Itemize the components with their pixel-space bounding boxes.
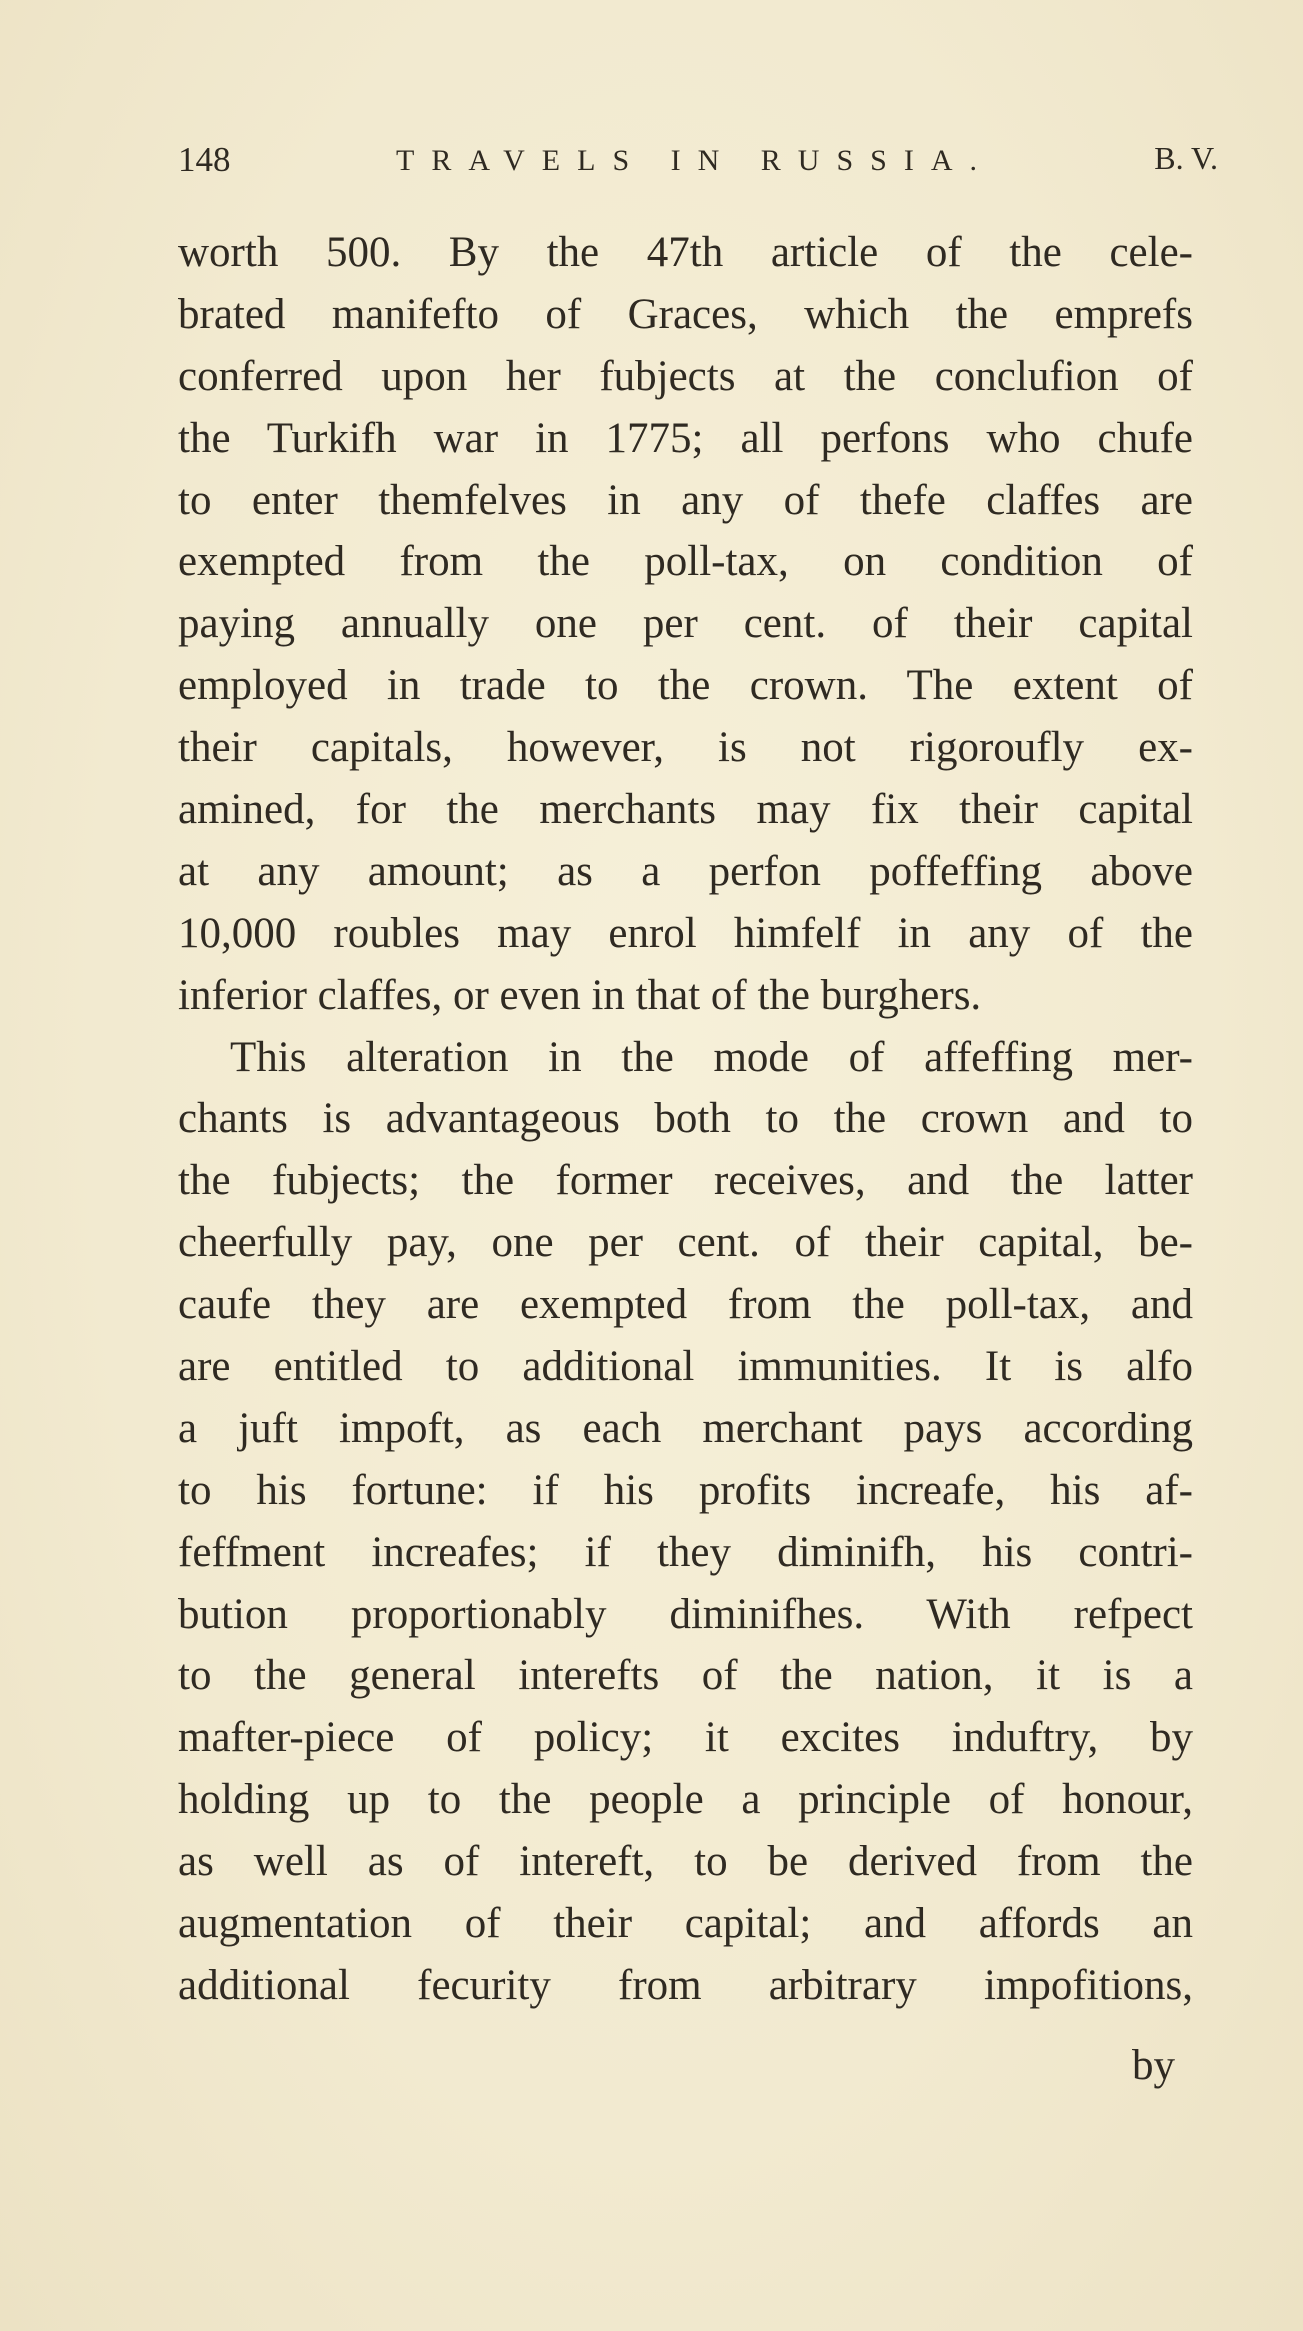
text-line: conferred upon her fubjects at the conclufion of xyxy=(178,352,1193,400)
text-line: exempted from the poll-tax, on condition of xyxy=(178,538,1193,586)
text-line: caufe they are exempted from the poll-tax, and xyxy=(178,1281,1193,1329)
text-line: paying annually one per cent. of their capital xyxy=(178,600,1193,648)
paragraph-container xyxy=(178,222,1193,2017)
running-title: TRAVELS IN RUSSIA. xyxy=(396,144,994,177)
text-line: the fubjects; the former receives, and the latter xyxy=(178,1157,1193,1205)
text-line: cheerfully pay, one per cent. of their capital, be- xyxy=(178,1219,1193,1267)
text-line: to enter themfelves in any of thefe claffes are xyxy=(178,476,1193,524)
text-line: augmentation of their capital; and affords an xyxy=(178,1900,1193,1948)
text-line: holding up to the people a principle of honour, xyxy=(178,1776,1193,1824)
text-line: amined, for the merchants may fix their capital xyxy=(178,786,1193,834)
page-number: 148 xyxy=(178,140,231,179)
text-line: employed in trade to the crown. The extent of xyxy=(178,662,1193,710)
text-line: chants is advantageous both to the crown and to xyxy=(178,1095,1193,1143)
text-line: bution proportionably diminifhes. With refpect xyxy=(178,1590,1193,1638)
text-line: are entitled to additional immunities. It is alfo xyxy=(178,1343,1193,1391)
text-line: the Turkifh war in 1775; all perfons who chufe xyxy=(178,414,1193,462)
text-line: mafter-piece of policy; it excites induftry, by xyxy=(178,1714,1193,1762)
text-line: additional fecurity from arbitrary impofitions, xyxy=(178,1961,1193,2009)
text-line: a juft impoft, as each merchant pays according xyxy=(178,1404,1193,1452)
text-line: as well as of intereft, to be derived from the xyxy=(178,1838,1193,1886)
body-text xyxy=(178,222,1193,2017)
catchword: by xyxy=(1132,2042,1175,2089)
text-line: brated manifefto of Graces, which the emprefs xyxy=(178,290,1193,338)
book-reference: B. V. xyxy=(1154,140,1218,176)
text-line: to the general interefts of the nation, it is a xyxy=(178,1652,1193,1700)
text-line: at any amount; as a perfon poffeffing above xyxy=(178,847,1193,895)
text-line: their capitals, however, is not rigoroufly ex- xyxy=(178,724,1193,772)
text-line: This alteration in the mode of affeffing mer- xyxy=(230,1033,1193,1081)
page-header xyxy=(178,140,1218,200)
text-line: worth 500. By the 47th article of the cele- xyxy=(178,229,1193,276)
text-line: inferior claffes, or even in that of the burghers. xyxy=(178,971,982,1019)
text-line: 10,000 roubles may enrol himfelf in any of the xyxy=(178,909,1193,957)
text-line: to his fortune: if his profits increafe, his af- xyxy=(178,1466,1193,1514)
text-line: feffment increafes; if they diminifh, his contri- xyxy=(178,1528,1193,1576)
